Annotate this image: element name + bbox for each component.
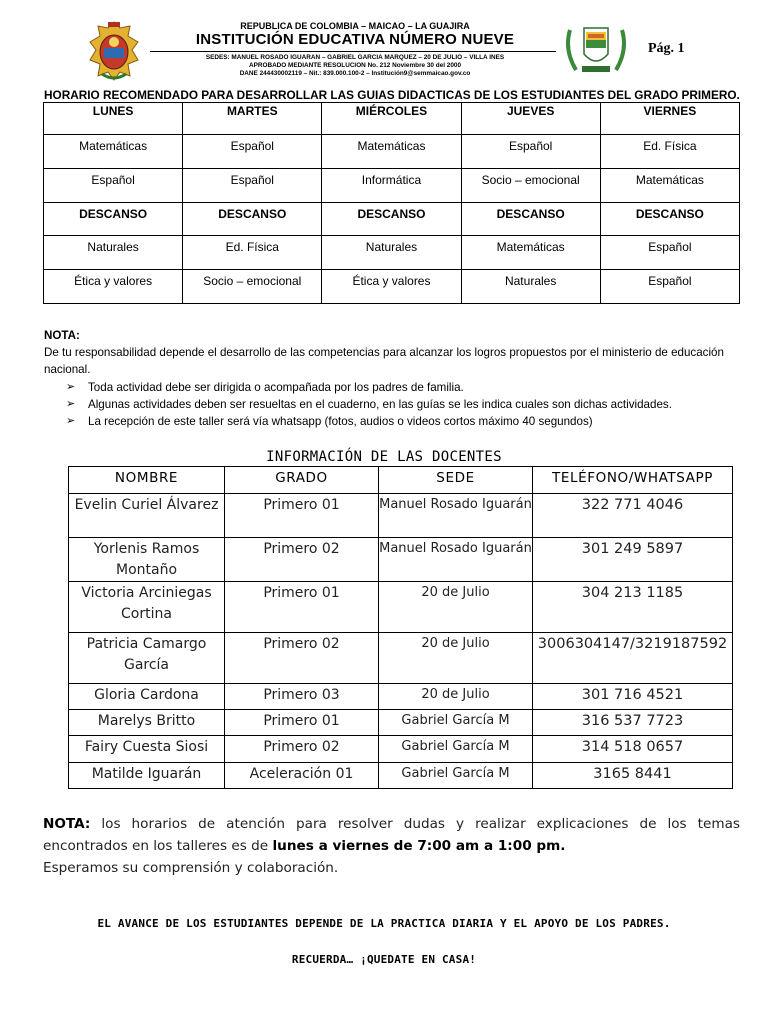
schedule-cell: Naturales: [322, 236, 461, 270]
schedule-cell: Español: [600, 236, 739, 270]
schedule-cell: Ed. Física: [600, 135, 739, 169]
header-sedes: SEDES: MANUEL ROSADO IGUARAN – GABRIEL GARCIA MARQUEZ – 20 DE JULIO – VILLA INES: [205, 54, 505, 61]
note-bullet-list: [66, 379, 734, 431]
schedule-cell: Ética y valores: [322, 270, 461, 304]
teacher-name: Fairy Cuesta Siosi: [69, 736, 225, 763]
schedule-cell: Español: [600, 270, 739, 304]
teacher-phone: 316 537 7723: [533, 710, 733, 736]
day-header: MARTES: [183, 103, 322, 135]
teacher-phone: 301 716 4521: [533, 684, 733, 710]
teacher-sede: 20 de Julio: [379, 633, 533, 684]
teacher-name: Patricia Camargo García: [69, 633, 225, 684]
schedule-cell: Español: [44, 168, 183, 202]
day-header: VIERNES: [600, 103, 739, 135]
schedule-cell: Matemáticas: [461, 236, 600, 270]
teacher-name: Victoria Arciniegas Cortina: [69, 582, 225, 633]
footer-reminder: RECUERDA… ¡QUEDATE EN CASA!: [291, 953, 477, 966]
schedule-cell: Español: [461, 135, 600, 169]
header-divider: [150, 51, 556, 52]
schedule-cell: Socio – emocional: [461, 168, 600, 202]
municipal-crest-icon: [86, 18, 142, 84]
teacher-name: Gloria Cardona: [69, 684, 225, 710]
teacher-sede: Gabriel García M: [379, 736, 533, 763]
closing-text: Esperamos su comprensión y colaboración.: [43, 860, 339, 876]
teacher-phone: 314 518 0657: [533, 736, 733, 763]
header-dane: DANE 244430002119 – Nit.: 839.000.100-2 – Institución9@semmaicao.gov.co: [239, 70, 471, 77]
schedule-cell: Informática: [322, 168, 461, 202]
teacher-sede: Manuel Rosado Iguarán: [379, 538, 533, 582]
header-country-line: REPUBLICA DE COLOMBIA – MAICAO – LA GUAJIRA: [240, 21, 470, 31]
schedule-cell: Ed. Física: [183, 236, 322, 270]
list-item: ➢ La recepción de este taller será vía whatsapp (fotos, audios o videos cortos máximo 40 segundos): [66, 413, 734, 430]
table-row: [69, 710, 733, 736]
teacher-phone: 322 771 4046: [533, 494, 733, 538]
table-row: [69, 736, 733, 763]
column-header: GRADO: [225, 467, 379, 494]
responsibility-note: [44, 327, 734, 430]
note-text: los horarios de atención para resolver dudas y realizar explicaciones de los temas encontrados en los talleres es de: [43, 816, 740, 854]
page-number: Pág. 1: [648, 41, 685, 56]
schedule-cell: Matemáticas: [322, 135, 461, 169]
list-item: ➢ Toda actividad debe ser dirigida o acompañada por los padres de familia.: [66, 379, 734, 396]
teacher-grade: Primero 02: [225, 736, 379, 763]
schedule-row: [44, 270, 740, 304]
schedule-cell: DESCANSO: [600, 202, 739, 236]
schedule-cell: Naturales: [461, 270, 600, 304]
list-item: ➢ Algunas actividades deben ser resueltas en el cuaderno, en las guías se les indica cuales son dichas actividades.: [66, 396, 734, 413]
column-header: TELÉFONO/WHATSAPP: [533, 467, 733, 494]
institution-seal-icon: [562, 20, 630, 78]
table-row: [69, 633, 733, 684]
table-row: [69, 763, 733, 789]
teacher-sede: 20 de Julio: [379, 582, 533, 633]
teacher-name: Marelys Britto: [69, 710, 225, 736]
teachers-header-row: [69, 467, 733, 494]
teacher-phone: 3006304147/3219187592: [533, 633, 733, 684]
schedule-cell: Español: [183, 135, 322, 169]
teacher-grade: Primero 01: [225, 494, 379, 538]
schedule-cell: DESCANSO: [461, 202, 600, 236]
schedule-cell: DESCANSO: [183, 202, 322, 236]
teacher-grade: Primero 02: [225, 633, 379, 684]
teacher-name: Evelin Curiel Álvarez: [69, 494, 225, 538]
schedule-cell: Matemáticas: [44, 135, 183, 169]
table-row: [69, 684, 733, 710]
teachers-title: INFORMACIÓN DE LAS DOCENTES: [266, 449, 502, 465]
table-row: [69, 494, 733, 538]
schedule-cell: Español: [183, 168, 322, 202]
teacher-phone: 301 249 5897: [533, 538, 733, 582]
column-header: SEDE: [379, 467, 533, 494]
teacher-name: Yorlenis Ramos Montaño: [69, 538, 225, 582]
teacher-name: Matilde Iguarán: [69, 763, 225, 789]
day-header: JUEVES: [461, 103, 600, 135]
teacher-phone: 3165 8441: [533, 763, 733, 789]
institution-name: INSTITUCIÓN EDUCATIVA NÚMERO NUEVE: [195, 31, 515, 48]
footer-message: EL AVANCE DE LOS ESTUDIANTES DEPENDE DE LA PRACTICA DIARIA Y EL APOYO DE LOS PADRES.: [97, 917, 671, 930]
teacher-sede: Gabriel García M: [379, 763, 533, 789]
note-text: De tu responsabilidad depende el desarrollo de las competencias para alcanzar los logros propuestos por el ministerio de educación nacional.: [44, 346, 724, 377]
schedule-cell: DESCANSO: [322, 202, 461, 236]
schedule-row: [44, 236, 740, 270]
schedule-cell: DESCANSO: [44, 202, 183, 236]
day-header: LUNES: [44, 103, 183, 135]
attention-hours: lunes a viernes de 7:00 am a 1:00 pm.: [272, 838, 566, 854]
teacher-grade: Primero 02: [225, 538, 379, 582]
teacher-sede: Manuel Rosado Iguarán: [379, 494, 533, 538]
schedule-row: [44, 168, 740, 202]
table-row: [69, 582, 733, 633]
table-row: [69, 538, 733, 582]
schedule-break-row: [44, 202, 740, 236]
teacher-grade: Primero 01: [225, 582, 379, 633]
schedule-cell: Matemáticas: [600, 168, 739, 202]
column-header: NOMBRE: [69, 467, 225, 494]
schedule-title: HORARIO RECOMENDADO PARA DESARROLLAR LAS GUIAS DIDACTICAS DE LOS ESTUDIANTES DEL GRADO PRIMERO.: [44, 88, 740, 102]
schedule-header-row: [44, 103, 740, 135]
teacher-sede: 20 de Julio: [379, 684, 533, 710]
teacher-grade: Primero 01: [225, 710, 379, 736]
header-resolution: APROBADO MEDIANTE RESOLUCION No. 212 Noviembre 30 del 2000: [248, 62, 461, 69]
teacher-grade: Primero 03: [225, 684, 379, 710]
schedule-row: [44, 135, 740, 169]
schedule-table: [43, 102, 740, 304]
teachers-table: [68, 466, 733, 789]
teacher-sede: Gabriel García M: [379, 710, 533, 736]
schedule-cell: Ética y valores: [44, 270, 183, 304]
teacher-phone: 304 213 1185: [533, 582, 733, 633]
attention-hours-note: [43, 813, 740, 879]
teacher-grade: Aceleración 01: [225, 763, 379, 789]
note-label: NOTA:: [43, 816, 91, 832]
note-label: NOTA:: [44, 329, 80, 342]
schedule-cell: Naturales: [44, 236, 183, 270]
schedule-cell: Socio – emocional: [183, 270, 322, 304]
day-header: MIÉRCOLES: [322, 103, 461, 135]
